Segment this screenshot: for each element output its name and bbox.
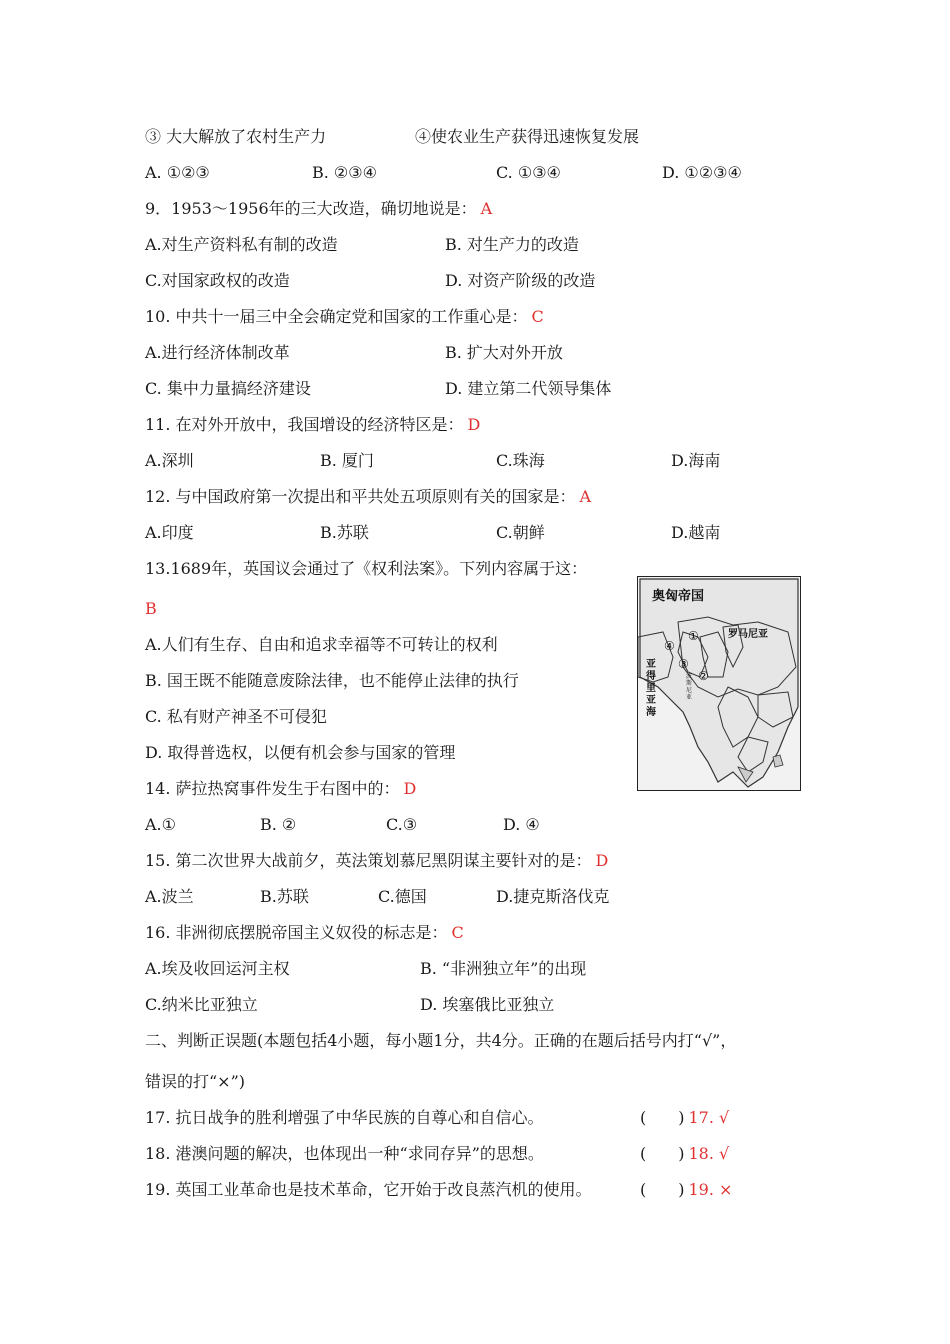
- line-text: B. 对生产力的改造: [445, 235, 579, 254]
- line-text: 18. 港澳问题的解决，也体现出一种“求同存异”的思想。: [145, 1144, 544, 1163]
- text-line: [496, 163, 561, 183]
- line-text: A.波兰: [145, 887, 194, 906]
- text-line: [445, 379, 611, 399]
- line-text: B. 厦门: [320, 451, 374, 470]
- line-text: C.对国家政权的改造: [145, 271, 290, 290]
- answer-key: C: [451, 923, 464, 942]
- line-text: D. 埃塞俄比亚独立: [420, 995, 555, 1014]
- text-line: [145, 599, 157, 619]
- line-text: C.③: [386, 815, 418, 834]
- map-marker-1: ①: [688, 629, 699, 643]
- text-line: [145, 995, 258, 1015]
- line-text: C.珠海: [496, 451, 545, 470]
- text-line: [640, 1180, 732, 1200]
- text-line: [145, 415, 480, 435]
- text-line: [320, 451, 374, 471]
- line-text: B. ②③④: [312, 163, 377, 182]
- line-text: A.①: [145, 815, 176, 834]
- text-line: [496, 451, 545, 471]
- line-text: 14. 萨拉热窝事件发生于右图中的：: [145, 779, 400, 798]
- text-line: [145, 923, 464, 943]
- line-text: D.海南: [671, 451, 721, 470]
- text-line: [145, 1180, 592, 1200]
- line-text: D. 取得普选权，以便有机会参与国家的管理: [145, 743, 456, 762]
- text-line: [145, 379, 311, 399]
- balkan-map: [637, 576, 801, 791]
- map-label-sea: 亚得里亚海: [646, 659, 656, 718]
- line-text: A.印度: [145, 523, 194, 542]
- line-text: ( ): [640, 1108, 685, 1127]
- line-text: D.捷克斯洛伐克: [496, 887, 610, 906]
- line-text: 二、判断正误题(本题包括4小题，每小题1分，共4分。正确的在题后括号内打“√”，: [145, 1031, 737, 1050]
- line-text: D. 建立第二代领导集体: [445, 379, 612, 398]
- line-text: A.埃及收回运河主权: [145, 959, 290, 978]
- text-line: [145, 887, 194, 907]
- text-line: [260, 887, 309, 907]
- answer-key: C: [531, 307, 544, 326]
- line-text: C. 集中力量搞经济建设: [145, 379, 311, 398]
- line-text: ④使农业生产获得迅速恢复发展: [415, 127, 640, 146]
- text-line: [496, 887, 609, 907]
- line-text: 16. 非洲彻底摆脱帝国主义奴役的标志是：: [145, 923, 448, 942]
- text-line: [145, 671, 519, 691]
- line-text: C.纳米比亚独立: [145, 995, 258, 1014]
- line-text: D. ①②③④: [662, 163, 742, 182]
- text-line: [415, 127, 639, 147]
- line-text: B. 国王既不能随意废除法律，也不能停止法律的执行: [145, 671, 519, 690]
- text-line: [320, 523, 369, 543]
- answer-key: D: [403, 779, 417, 798]
- line-text: 12. 与中国政府第一次提出和平共处五项原则有关的国家是：: [145, 487, 576, 506]
- line-text: 17. 抗日战争的胜利增强了中华民族的自尊心和自信心。: [145, 1108, 544, 1127]
- text-line: [420, 995, 554, 1015]
- text-line: [671, 523, 720, 543]
- line-text: ( ): [640, 1180, 685, 1199]
- map-marker-2: ②: [698, 669, 709, 683]
- line-text: 13.1689年，英国议会通过了《权利法案》。下列内容属于这：: [145, 559, 588, 578]
- map-marker-4: ④: [664, 639, 675, 653]
- line-text: ③ 大大解放了农村生产力: [145, 127, 327, 146]
- answer-key: D: [595, 851, 609, 870]
- map-label-bosnia: 波斯尼亚: [686, 673, 693, 701]
- line-text: B. 扩大对外开放: [445, 343, 563, 362]
- text-line: [671, 451, 720, 471]
- answer-key: A: [579, 487, 592, 506]
- text-line: [312, 163, 377, 183]
- text-line: [145, 271, 290, 291]
- text-line: [640, 1108, 729, 1128]
- text-line: [420, 959, 586, 979]
- text-line: [145, 1144, 544, 1164]
- map-marker-3: ③: [678, 657, 689, 671]
- map-title: 奥匈帝国: [652, 589, 705, 604]
- text-line: [445, 343, 563, 363]
- text-line: [378, 887, 427, 907]
- line-text: C. 私有财产神圣不可侵犯: [145, 707, 327, 726]
- text-line: [145, 779, 416, 799]
- text-line: [145, 1108, 544, 1128]
- line-text: 错误的打“×”): [145, 1072, 246, 1091]
- line-text: ( ): [640, 1144, 685, 1163]
- text-line: [145, 559, 587, 579]
- line-text: D.越南: [671, 523, 721, 542]
- line-text: 15. 第二次世界大战前夕，英法策划慕尼黑阴谋主要针对的是：: [145, 851, 592, 870]
- answer-key: D: [467, 415, 481, 434]
- line-text: 11. 在对外开放中，我国增设的经济特区是：: [145, 415, 464, 434]
- text-line: [445, 271, 595, 291]
- text-line: [145, 1072, 245, 1092]
- text-line: [145, 523, 194, 543]
- line-text: 9．1953～1956年的三大改造，确切地说是：: [145, 199, 477, 218]
- line-text: A. ①②③: [145, 163, 210, 182]
- line-text: C.朝鲜: [496, 523, 545, 542]
- line-text: A.深圳: [145, 451, 194, 470]
- line-text: A.对生产资料私有制的改造: [145, 235, 338, 254]
- answer-key: 19. ×: [688, 1180, 733, 1199]
- text-line: [145, 851, 608, 871]
- text-line: [145, 127, 326, 147]
- line-text: C.德国: [378, 887, 427, 906]
- text-line: [145, 815, 176, 835]
- text-line: [145, 1031, 736, 1051]
- text-line: [145, 163, 210, 183]
- text-line: [145, 959, 290, 979]
- text-line: [445, 235, 579, 255]
- line-text: D. ④: [503, 815, 540, 834]
- text-line: [145, 235, 338, 255]
- line-text: B. “非洲独立年”的出现: [420, 959, 587, 978]
- text-line: [145, 487, 591, 507]
- line-text: A.进行经济体制改革: [145, 343, 290, 362]
- line-text: C. ①③④: [496, 163, 561, 182]
- text-line: [503, 815, 540, 835]
- line-text: A.人们有生存、自由和追求幸福等不可转让的权利: [145, 635, 498, 654]
- text-line: [496, 523, 545, 543]
- answer-key: B: [145, 599, 157, 618]
- text-line: [145, 307, 544, 327]
- line-text: B. ②: [260, 815, 297, 834]
- line-text: 19. 英国工业革命也是技术革命，它开始于改良蒸汽机的使用。: [145, 1180, 592, 1199]
- answer-key: 18. √: [688, 1144, 730, 1163]
- text-line: [145, 451, 194, 471]
- text-line: [145, 199, 492, 219]
- text-line: [145, 343, 290, 363]
- text-line: [386, 815, 417, 835]
- line-text: B.苏联: [260, 887, 309, 906]
- map-label-romania: 罗马尼亚: [728, 629, 768, 640]
- text-line: [260, 815, 296, 835]
- balkan-map-drawing: [638, 577, 800, 790]
- text-line: [662, 163, 742, 183]
- answer-key: 17. √: [688, 1108, 730, 1127]
- line-text: D. 对资产阶级的改造: [445, 271, 596, 290]
- text-line: [640, 1144, 729, 1164]
- answer-key: A: [480, 199, 493, 218]
- text-line: [145, 635, 498, 655]
- text-line: [145, 707, 327, 727]
- text-line: [145, 743, 455, 763]
- line-text: 10. 中共十一届三中全会确定党和国家的工作重心是：: [145, 307, 528, 326]
- line-text: B.苏联: [320, 523, 369, 542]
